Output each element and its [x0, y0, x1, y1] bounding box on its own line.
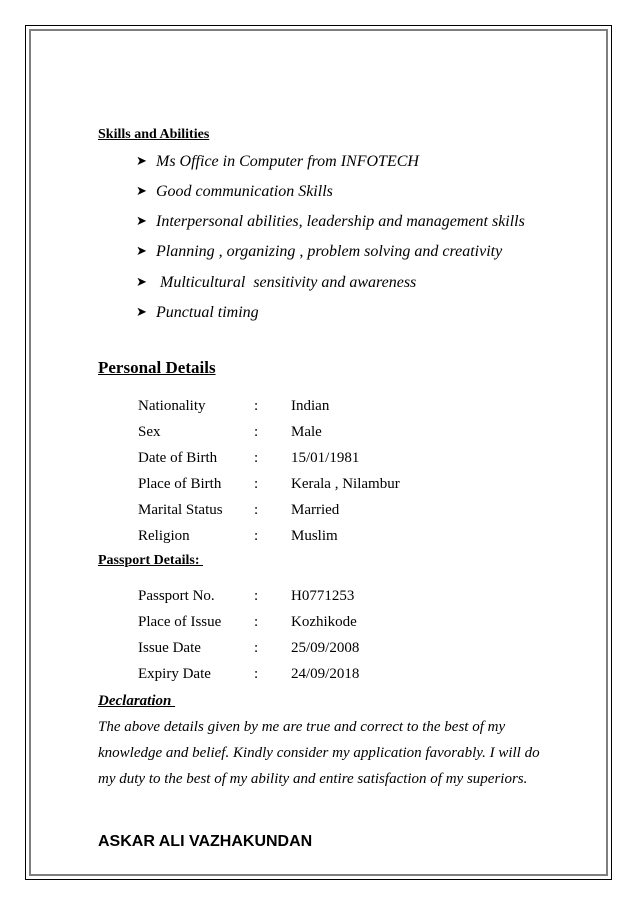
skills-heading: Skills and Abilities: [98, 127, 210, 142]
arrow-bullet-icon: ➤: [136, 274, 147, 289]
skill-item: ➤ Multicultural sensitivity and awareness: [136, 274, 417, 291]
skill-item: ➤ Planning , organizing , problem solving and creativity: [136, 243, 503, 260]
skill-item: ➤ Punctual timing: [136, 304, 259, 321]
applicant-name: ASKAR ALI VAZHAKUNDAN: [98, 833, 313, 850]
arrow-bullet-icon: ➤: [136, 304, 147, 319]
skill-item: ➤ Interpersonal abilities, leadership and management skills: [136, 213, 525, 230]
personal-details-heading: Personal Details: [98, 358, 216, 377]
arrow-bullet-icon: ➤: [136, 153, 147, 168]
declaration-heading: Declaration: [98, 693, 176, 709]
arrow-bullet-icon: ➤: [136, 243, 147, 258]
declaration-text: The above details given by me are true and correct to the best of my knowledge and belief. Kindly consider my application favorably. I will do my duty to the best of my ability and entire satisfaction of my superiors.: [98, 719, 540, 787]
skill-item: ➤ Good communication Skills: [136, 183, 333, 200]
skill-item: ➤ Ms Office in Computer from INFOTECH: [136, 153, 419, 170]
arrow-bullet-icon: ➤: [136, 213, 147, 228]
arrow-bullet-icon: ➤: [136, 183, 147, 198]
passport-details-heading: Passport Details:: [98, 553, 203, 568]
